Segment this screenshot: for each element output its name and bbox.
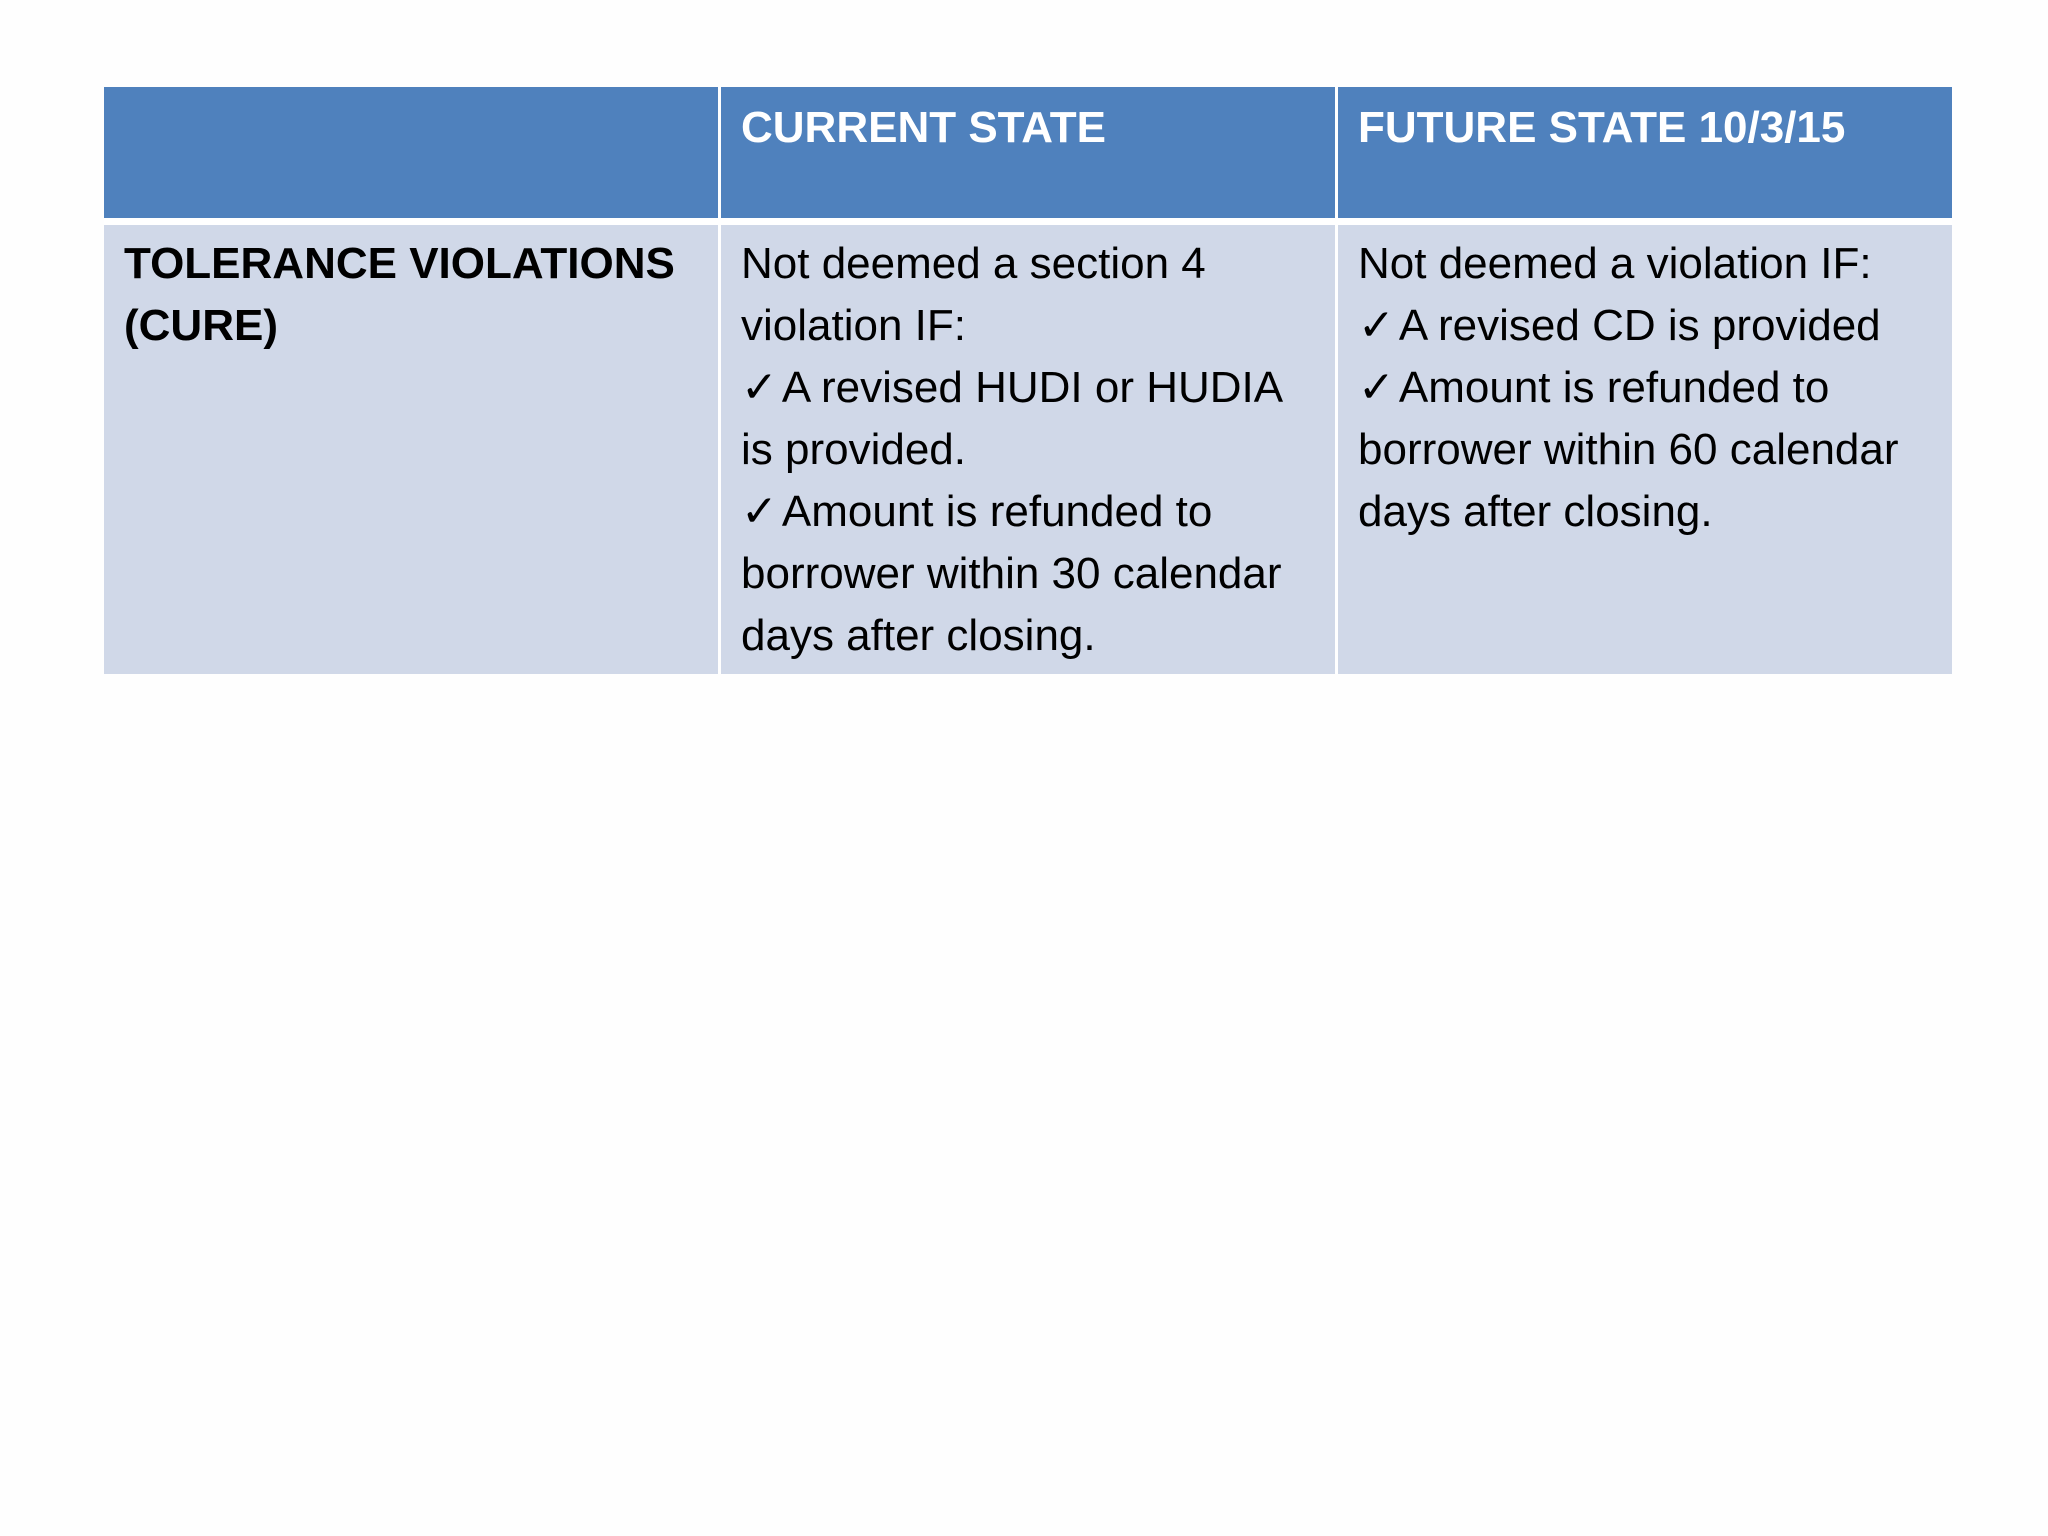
header-cell-future-state	[1338, 87, 1952, 218]
future-state-item	[1358, 357, 1934, 543]
future-state-item	[1358, 295, 1934, 357]
current-state-item	[741, 357, 1317, 481]
check-mark-icon: ✓	[741, 363, 778, 412]
current-state-item	[741, 481, 1317, 667]
header-col2-label: CURRENT STATE	[741, 103, 1107, 152]
future-state-item-text: Amount is refunded to borrower within 60 calendar days after closing.	[1358, 363, 1899, 536]
current-state-item-text: Amount is refunded to borrower within 30 calendar days after closing.	[741, 487, 1282, 660]
future-state-item-text: A revised CD is provided	[1398, 301, 1881, 350]
row-label-cell	[104, 225, 718, 674]
header-col3-label: FUTURE STATE 10/3/15	[1358, 103, 1846, 152]
current-state-item-text: A revised HUDI or HUDIA is provided.	[741, 363, 1281, 474]
future-state-cell	[1338, 225, 1952, 674]
check-mark-icon: ✓	[741, 487, 778, 536]
row-label: TOLERANCE VIOLATIONS (CURE)	[124, 239, 675, 350]
header-cell-empty	[104, 87, 718, 218]
future-state-intro: Not deemed a violation IF:	[1358, 239, 1872, 288]
check-mark-icon: ✓	[1358, 301, 1395, 350]
check-mark-icon: ✓	[1358, 363, 1395, 412]
comparison-table	[104, 87, 1952, 674]
current-state-cell	[721, 225, 1335, 674]
current-state-intro: Not deemed a section 4 violation IF:	[741, 239, 1206, 350]
header-cell-current-state	[721, 87, 1335, 218]
